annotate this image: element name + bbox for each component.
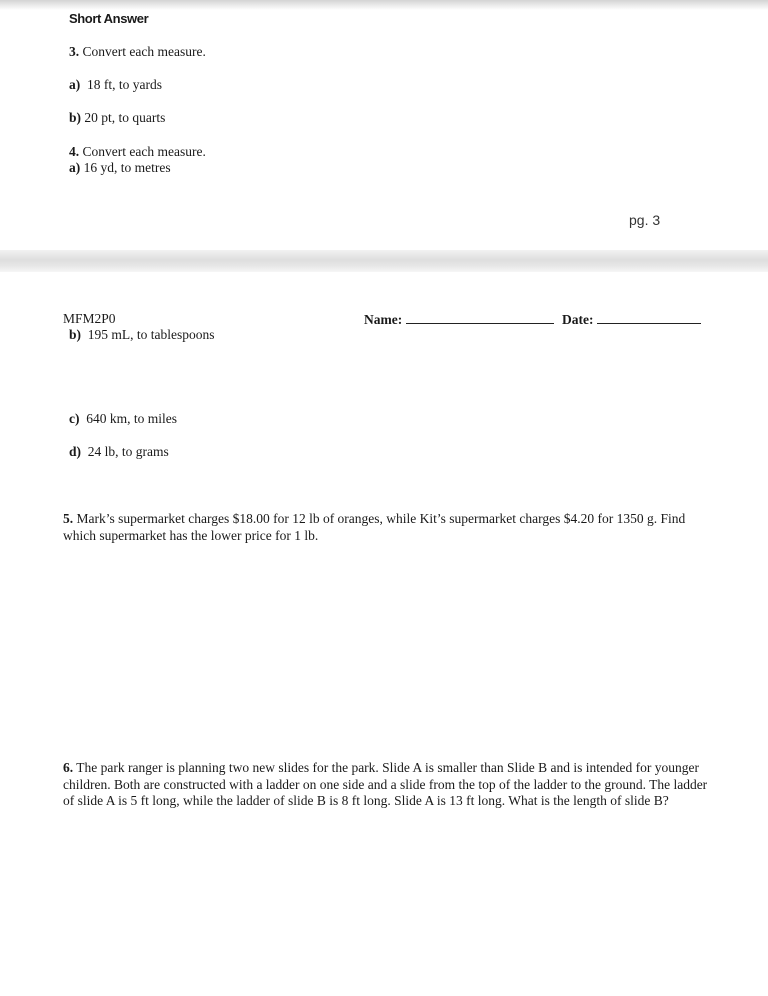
question-6-number: 6.	[63, 760, 74, 775]
name-field	[364, 311, 554, 328]
question-6	[63, 760, 713, 810]
question-3-prompt: Convert each measure.	[82, 44, 206, 59]
question-4-prompt: Convert each measure.	[82, 144, 206, 159]
question-3-number: 3.	[69, 44, 80, 59]
question-4a	[69, 160, 171, 176]
page-separator	[0, 250, 768, 272]
date-blank-line	[597, 311, 701, 324]
question-4b	[69, 327, 215, 343]
question-4c	[69, 411, 177, 427]
question-6-text: The park ranger is planning two new slides for the park. Slide A is smaller than Slide B and is intended for younger children. Both are constructed with a ladder on one side and a slide from the top of the ladder to the ground. The ladder of slide A is 5 ft long, while the ladder of slide B is 8 ft long. Slide A is 13 ft long. What is the length of slide B?	[63, 760, 708, 808]
question-4d	[69, 444, 169, 460]
date-field	[562, 311, 701, 328]
page-number: pg. 3	[629, 212, 661, 228]
part-text: 18 ft, to yards	[87, 77, 162, 92]
part-label: b)	[69, 110, 82, 125]
question-5	[63, 511, 713, 544]
part-text: 24 lb, to grams	[87, 444, 169, 459]
course-code: MFM2P0	[63, 311, 116, 326]
question-4	[69, 144, 206, 160]
part-text: 16 yd, to metres	[83, 160, 171, 175]
part-label: c)	[69, 411, 80, 426]
question-3b	[69, 110, 165, 126]
part-text: 640 km, to miles	[86, 411, 177, 426]
question-5-text: Mark’s supermarket charges $18.00 for 12 lb of oranges, while Kit’s supermarket charges $4.20 for 1350 g. Find which supermarket has the lower price for 1 lb.	[63, 511, 686, 543]
part-text: 195 mL, to tablespoons	[87, 327, 215, 342]
date-label: Date:	[562, 312, 594, 327]
part-label: a)	[69, 160, 81, 175]
section-heading: Short Answer	[69, 11, 149, 26]
question-3	[69, 44, 206, 60]
part-label: d)	[69, 444, 82, 459]
page-top-shadow	[0, 0, 768, 10]
part-text: 20 pt, to quarts	[84, 110, 166, 125]
question-5-number: 5.	[63, 511, 74, 526]
question-3a	[69, 77, 162, 93]
question-4-number: 4.	[69, 144, 80, 159]
name-label: Name:	[364, 312, 403, 327]
name-blank-line	[406, 311, 554, 324]
part-label: a)	[69, 77, 81, 92]
part-label: b)	[69, 327, 82, 342]
